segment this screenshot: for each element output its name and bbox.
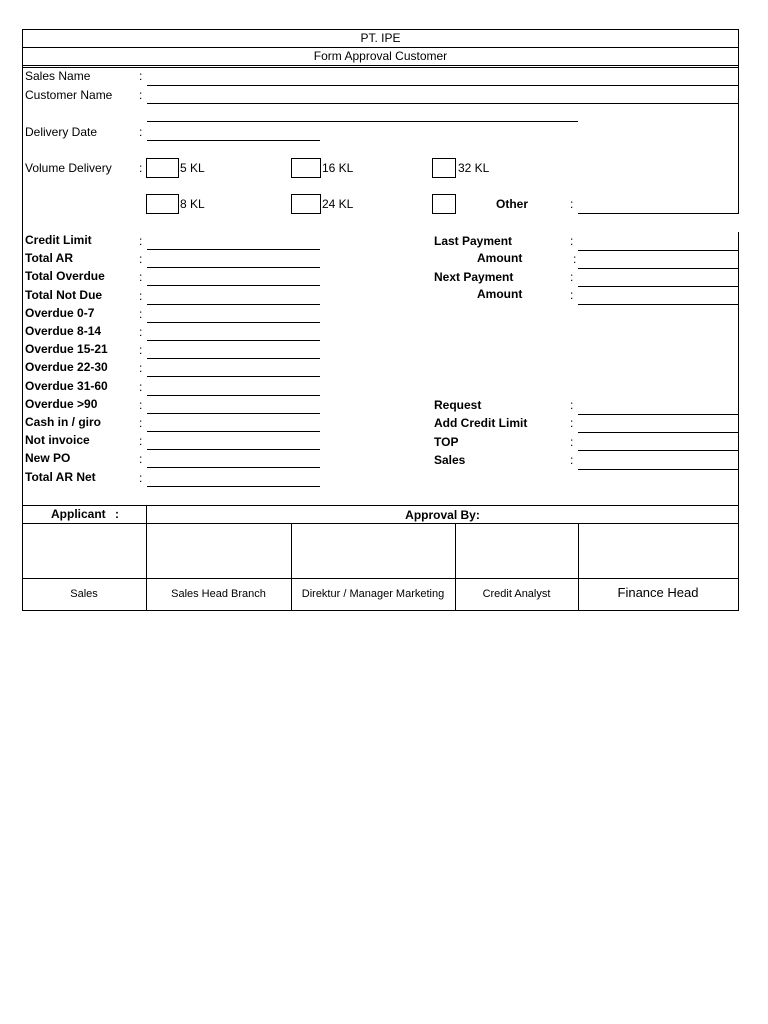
volume-16kl-label: 16 KL [322,161,354,175]
customer-name-field[interactable] [147,103,738,104]
credit-field-label: Not invoice [25,433,90,447]
applicant-label: Applicant [51,507,106,521]
volume-8kl-label: 8 KL [180,197,205,211]
last-payment-amount-label: Amount [477,251,523,265]
credit-field-input[interactable] [147,322,320,323]
credit-field-input[interactable] [147,340,320,341]
approval-by-label: Approval By: [405,508,480,522]
approval-table-top [22,505,739,506]
colon: : [139,398,143,412]
volume-delivery-label: Volume Delivery [25,161,112,175]
colon: : [139,471,143,485]
sales-name-field[interactable] [147,85,738,86]
credit-field-label: Overdue 8-14 [25,324,102,338]
colon: : [139,234,143,248]
colon: : [139,380,143,394]
sales-label: Sales [434,453,466,467]
credit-field-input[interactable] [147,249,320,250]
next-payment-amount-label: Amount [477,287,523,301]
volume-other-label: Other [496,197,529,211]
request-label: Request [434,398,482,412]
signature-box-direktur[interactable] [292,524,455,578]
colon: : [139,252,143,266]
credit-field-label: Overdue >90 [25,397,98,411]
top-field[interactable] [578,450,738,451]
last-payment-label: Last Payment [434,234,513,248]
colon: : [139,434,143,448]
signer-sales: Sales [70,588,98,600]
header-divider-2 [22,65,739,66]
credit-field-input[interactable] [147,449,320,450]
colon: : [139,69,143,83]
approval-table-bottom [22,610,739,611]
customer-name-label: Customer Name [25,88,113,102]
colon: : [570,270,574,284]
credit-field-input[interactable] [147,486,320,487]
credit-field-label: Overdue 31-60 [25,379,108,393]
volume-8kl-checkbox[interactable] [146,194,179,214]
credit-field-label: New PO [25,451,71,465]
volume-5kl-checkbox[interactable] [146,158,179,178]
volume-32kl-label: 32 KL [458,161,490,175]
colon: : [139,270,143,284]
delivery-date-field[interactable] [147,140,320,141]
credit-field-input[interactable] [147,358,320,359]
credit-field-label: Credit Limit [25,233,92,247]
last-payment-amount-field[interactable] [578,268,738,269]
signature-box-credit-analyst[interactable] [456,524,578,578]
credit-field-label: Total AR Net [25,470,96,484]
credit-field-input[interactable] [147,376,320,377]
applicant-colon: : [115,507,119,521]
credit-field-label: Total AR [25,251,73,265]
header-divider-1 [22,47,739,48]
colon: : [139,325,143,339]
volume-other-field[interactable] [578,213,738,214]
colon: : [139,416,143,430]
credit-field-label: Total Not Due [25,288,103,302]
signer-direktur: Direktur / Manager Marketing [301,588,445,600]
signature-box-sales-head-branch[interactable] [147,524,291,578]
colon: : [139,161,143,175]
colon: : [139,289,143,303]
volume-5kl-label: 5 KL [180,161,205,175]
colon: : [570,416,574,430]
volume-24kl-label: 24 KL [322,197,354,211]
colon: : [573,252,577,266]
add-credit-limit-field[interactable] [578,432,738,433]
credit-field-label: Overdue 0-7 [25,306,95,320]
delivery-date-label: Delivery Date [25,125,98,139]
credit-field-label: Total Overdue [25,269,105,283]
volume-16kl-checkbox[interactable] [291,158,321,178]
signature-box-sales[interactable] [23,524,146,578]
signature-box-finance-head[interactable] [579,524,738,578]
colon: : [570,435,574,449]
volume-32kl-checkbox[interactable] [432,158,456,178]
credit-field-input[interactable] [147,467,320,468]
colon: : [139,125,143,139]
signer-sales-head-branch: Sales Head Branch [171,588,266,600]
credit-field-input[interactable] [147,395,320,396]
frame-top-border [22,29,739,30]
credit-field-input[interactable] [147,413,320,414]
signer-credit-analyst: Credit Analyst [482,588,551,600]
header-divider-3 [22,67,739,68]
credit-field-input[interactable] [147,267,320,268]
volume-24kl-checkbox[interactable] [291,194,321,214]
form-title: Form Approval Customer [313,49,448,63]
next-payment-label: Next Payment [434,270,514,284]
colon: : [139,452,143,466]
customer-name-field-line2[interactable] [147,121,578,122]
credit-field-label: Overdue 15-21 [25,342,108,356]
colon: : [570,197,574,211]
approval-table-sign-divider [22,578,739,579]
credit-field-label: Overdue 22-30 [25,360,108,374]
next-payment-field[interactable] [578,286,738,287]
colon: : [139,307,143,321]
top-label: TOP [434,435,459,449]
colon: : [570,288,574,302]
sales-name-label: Sales Name [25,69,91,83]
colon: : [139,88,143,102]
company-title: PT. IPE [360,31,401,45]
colon: : [570,453,574,467]
colon: : [139,361,143,375]
colon: : [139,343,143,357]
request-field[interactable] [578,414,738,415]
credit-field-input[interactable] [147,431,320,432]
credit-field-input[interactable] [147,285,320,286]
signer-finance-head: Finance Head [617,585,699,600]
add-credit-limit-label: Add Credit Limit [434,416,528,430]
credit-field-input[interactable] [147,304,320,305]
frame-right-border-bottom [738,232,739,611]
sales-field[interactable] [578,469,738,470]
volume-other-checkbox[interactable] [432,194,456,214]
colon: : [570,234,574,248]
credit-field-label: Cash in / giro [25,415,102,429]
colon: : [570,398,574,412]
next-payment-amount-field[interactable] [578,304,738,305]
last-payment-field[interactable] [578,250,738,251]
